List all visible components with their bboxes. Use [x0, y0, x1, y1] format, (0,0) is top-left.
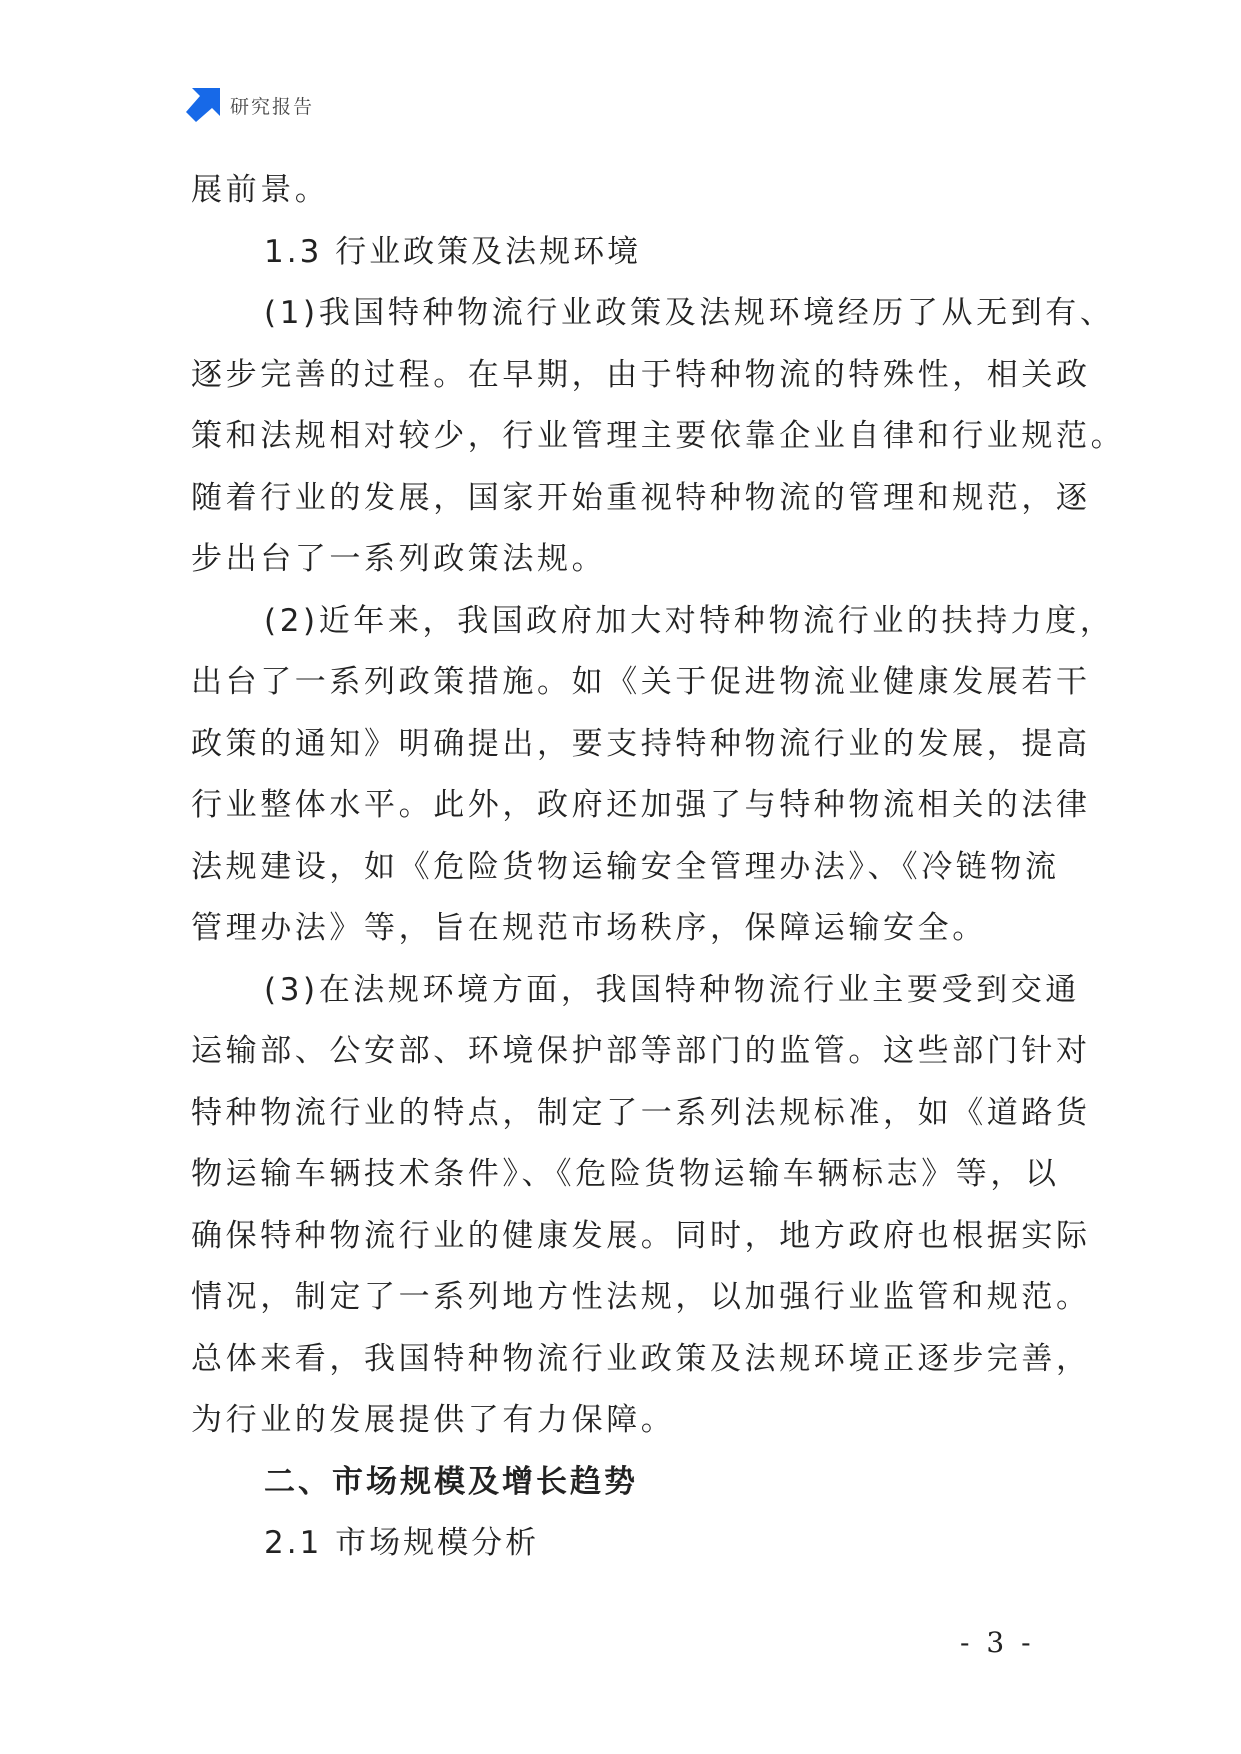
- paragraph-2: [191, 591, 1115, 960]
- header-label: 研究报告: [230, 95, 315, 118]
- paragraph-line: 物运输车辆技术条件》、《危险货物运输车辆标志》等，以: [191, 1156, 1060, 1192]
- document-body: [191, 160, 1126, 1575]
- arrow-logo-icon: [186, 88, 220, 122]
- page-number: - 3 -: [960, 1626, 1035, 1659]
- section-2-1-heading: 2.1 市场规模分析: [264, 1525, 540, 1561]
- paragraph-line: 运输部、公安部、环境保护部等部门的监管。这些部门针对: [191, 1033, 1091, 1069]
- paragraph-line: 为行业的发展提供了有力保障。: [191, 1402, 676, 1438]
- paragraph-line: 步出台了一系列政策法规。: [191, 541, 607, 577]
- paragraph-line: (1)我国特种物流行业政策及法规环境经历了从无到有、: [264, 295, 1115, 331]
- paragraph-line: 情况，制定了一系列地方性法规，以加强行业监管和规范。: [191, 1279, 1091, 1315]
- intro-line: 展前景。: [191, 172, 330, 208]
- report-header: [186, 88, 314, 122]
- paragraph-line: 政策的通知》明确提出，要支持特种物流行业的发展，提高: [191, 725, 1091, 762]
- paragraph-line: 特种物流行业的特点，制定了一系列法规标准，如《道路货: [191, 1094, 1091, 1131]
- paragraph-line: 随着行业的发展，国家开始重视特种物流的管理和规范，逐: [191, 479, 1091, 516]
- paragraph-line: (3)在法规环境方面，我国特种物流行业主要受到交通: [264, 971, 1080, 1008]
- section-1-3-heading: 1.3 行业政策及法规环境: [264, 233, 642, 270]
- chapter-2-heading: 二、市场规模及增长趋势: [264, 1463, 638, 1500]
- paragraph-line: 管理办法》等，旨在规范市场秩序，保障运输安全。: [191, 910, 987, 946]
- paragraph-1: [191, 283, 1126, 591]
- paragraph-line: (2)近年来，我国政府加大对特种物流行业的扶持力度，: [264, 602, 1115, 639]
- paragraph-line: 总体来看，我国特种物流行业政策及法规环境正逐步完善，: [191, 1340, 1091, 1377]
- paragraph-line: 策和法规相对较少，行业管理主要依靠企业自律和行业规范。: [191, 418, 1126, 454]
- paragraph-line: 行业整体水平。此外，政府还加强了与特种物流相关的法律: [191, 787, 1091, 823]
- paragraph-3: [191, 960, 1091, 1452]
- paragraph-line: 出台了一系列政策措施。如《关于促进物流业健康发展若干: [191, 664, 1091, 700]
- paragraph-line: 确保特种物流行业的健康发展。同时，地方政府也根据实际: [191, 1217, 1091, 1254]
- paragraph-line: 法规建设，如《危险货物运输安全管理办法》、《冷链物流: [191, 848, 1060, 885]
- paragraph-line: 逐步完善的过程。在早期，由于特种物流的特殊性，相关政: [191, 356, 1091, 393]
